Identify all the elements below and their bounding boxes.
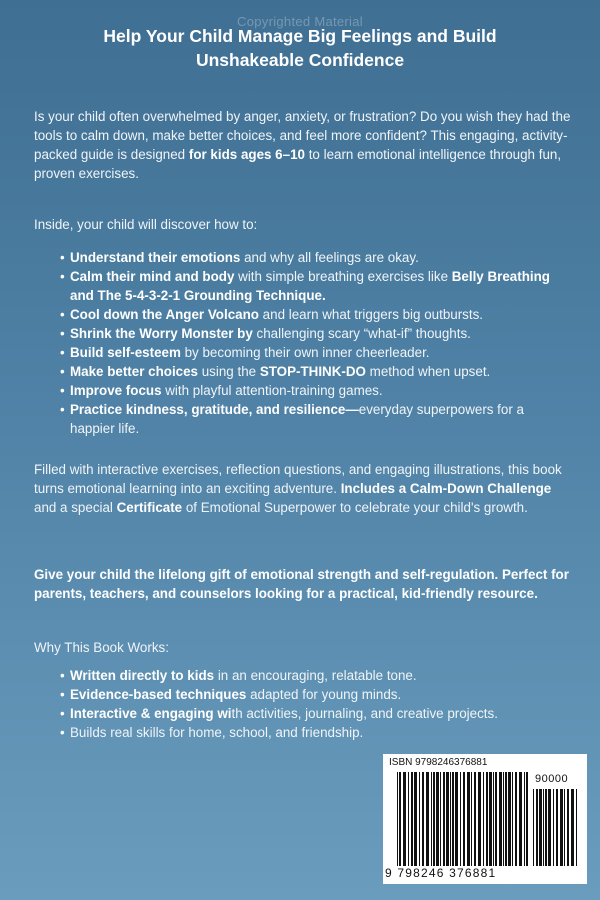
intro-text-b: to learn emotional intelligence through fun, proven exercises. (34, 147, 562, 181)
isbn-label: ISBN 9798246376881 (389, 757, 488, 768)
barcode-bar (443, 772, 445, 866)
list-item-text: using the (198, 364, 260, 379)
barcode-bar (548, 789, 551, 866)
barcode-bar (524, 772, 525, 866)
barcode-bar (467, 772, 470, 866)
filled-text-c: of Emotional Superpower to celebrate your child's growth. (182, 500, 528, 515)
filled-bold-challenge: Includes a Calm-Down Challenge (340, 481, 552, 496)
barcode-bar (433, 772, 435, 866)
barcode-bar (397, 772, 398, 866)
barcode-bar (446, 772, 449, 866)
watermark: Copyrighted Material (237, 14, 363, 29)
barcode-bar (455, 772, 458, 866)
barcode-bar (471, 772, 472, 866)
barcode-bar (411, 772, 413, 866)
barcode-bar (505, 772, 507, 866)
filled-text-a: Filled with interactive exercises, reflection questions, and engaging illustrations, this book turns emotional learning into an exciting adventure. (34, 462, 562, 496)
barcode-bar (499, 772, 502, 866)
list-item (62, 666, 562, 685)
list-item-text: with playful attention-training games. (161, 383, 383, 398)
give-paragraph: Give your child the lifelong gift of emotional strength and self-regulation. Perfect for parents, teachers, and counselors looking for a practical, kid-friendly resource. (34, 567, 569, 601)
list-item-text: and why all feelings are okay. (240, 250, 419, 265)
list-item-bold: Build self-esteem (70, 345, 181, 360)
list-item-text: th activities, journaling, and creative projects. (231, 706, 498, 721)
barcode-bar (543, 789, 544, 866)
list-item (62, 267, 562, 305)
list-item-bold-2: STOP-THINK-DO (259, 364, 366, 379)
barcode-digits: 9 798246 376881 (385, 866, 497, 880)
barcode-bar (460, 772, 461, 866)
barcode-bar (431, 772, 432, 866)
list-item (62, 400, 562, 438)
inside-lead: Inside, your child will discover how to: (34, 217, 258, 232)
list-item-text: with simple breathing exercises like (234, 269, 452, 284)
price-code: 90000 (535, 773, 569, 785)
barcode-bar (512, 772, 513, 866)
barcode-bar (515, 772, 517, 866)
barcode-bar (545, 789, 547, 866)
list-item-text: everyday superpowers for a happier life. (70, 402, 524, 436)
list-item-text: adapted for young minds. (246, 687, 402, 702)
list-item (62, 381, 562, 400)
barcode-bar (560, 789, 563, 866)
why-list (62, 666, 562, 742)
list-item (62, 723, 562, 742)
barcode-bar (508, 772, 511, 866)
barcode-bar (493, 772, 494, 866)
barcode-bar (486, 772, 488, 866)
list-item-text: by becoming their own inner cheerleader. (180, 345, 430, 360)
title-line-1: Help Your Child Manage Big Feelings and Build (103, 26, 497, 46)
barcode-bar (399, 772, 401, 866)
filled-paragraph (34, 460, 574, 517)
list-item-text: challenging scary “what-if” thoughts. (252, 326, 471, 341)
list-item-bold: Evidence-based techniques (70, 687, 247, 702)
barcode-bar (474, 772, 476, 866)
list-item (62, 685, 562, 704)
filled-bold-certificate: Certificate (116, 500, 183, 515)
isbn-barcode (383, 754, 587, 884)
barcode-bar (463, 772, 465, 866)
barcode-bar (503, 772, 504, 866)
barcode-bar (426, 772, 429, 866)
list-item (62, 324, 562, 343)
barcode-bars-main (397, 772, 531, 866)
barcode-bar (403, 772, 406, 866)
barcode-bar (478, 772, 481, 866)
barcode-bar (440, 772, 441, 866)
intro-age-range: for kids ages 6–10 (188, 147, 305, 162)
back-cover-title (40, 24, 560, 72)
list-item-bold: Shrink the Worry Monster by (70, 326, 253, 341)
barcode-bar (571, 789, 574, 866)
intro-text-a: Is your child often overwhelmed by anger, anxiety, or frustration? Do you wish they had the tools to calm down, make better choices, and feel more confident? This engaging, activity-packed guide is designed (34, 109, 571, 162)
list-item (62, 248, 562, 267)
list-item (62, 362, 562, 381)
barcode-bar (452, 772, 454, 866)
list-item-text-2: method when upset. (365, 364, 491, 379)
title-line-2: Unshakeable Confidence (195, 50, 405, 70)
list-item-text: Builds real skills for home, school, and friendship. (70, 725, 364, 740)
filled-text-b: and a special (34, 500, 117, 515)
intro-paragraph (34, 107, 574, 183)
barcode-bar (495, 772, 497, 866)
barcode-bar (539, 789, 542, 866)
list-item-bold: Interactive & engaging wi (70, 706, 232, 721)
list-item-bold: Improve focus (70, 383, 162, 398)
barcode-bar (519, 772, 522, 866)
barcode-bar (576, 789, 577, 866)
list-item (62, 343, 562, 362)
list-item-bold: Calm their mind and body (70, 269, 235, 284)
barcode-bar (526, 772, 528, 866)
why-heading: Why This Book Works: (34, 640, 169, 655)
list-item-bold: Practice kindness, gratitude, and resilience— (70, 402, 359, 417)
barcode-bar (414, 772, 417, 866)
list-item-text: and learn what triggers big outbursts. (258, 307, 483, 322)
barcode-bars-addon (533, 789, 581, 866)
barcode-bar (536, 789, 538, 866)
list-item-bold: Make better choices (70, 364, 199, 379)
list-item-bold: Understand their emotions (70, 250, 241, 265)
barcode-bar (450, 772, 451, 866)
barcode-bar (419, 772, 420, 866)
barcode-bar (553, 789, 554, 866)
list-item (62, 704, 562, 723)
barcode-bar (567, 789, 569, 866)
barcode-bar (564, 789, 565, 866)
list-item (62, 305, 562, 324)
list-item-bold: Written directly to kids (70, 668, 215, 683)
inside-list (62, 248, 562, 438)
barcode-bar (556, 789, 558, 866)
barcode-bar (408, 772, 409, 866)
barcode-bar (489, 772, 492, 866)
list-item-text: in an encouraging, relatable tone. (214, 668, 417, 683)
list-item-bold-2: Belly Breathing and The 5-4-3-2-1 Grounding Technique. (70, 269, 550, 303)
barcode-bar (422, 772, 424, 866)
barcode-bar (533, 789, 534, 866)
list-item-bold: Cool down the Anger Volcano (70, 307, 259, 322)
barcode-bar (483, 772, 484, 866)
barcode-bar (436, 772, 439, 866)
